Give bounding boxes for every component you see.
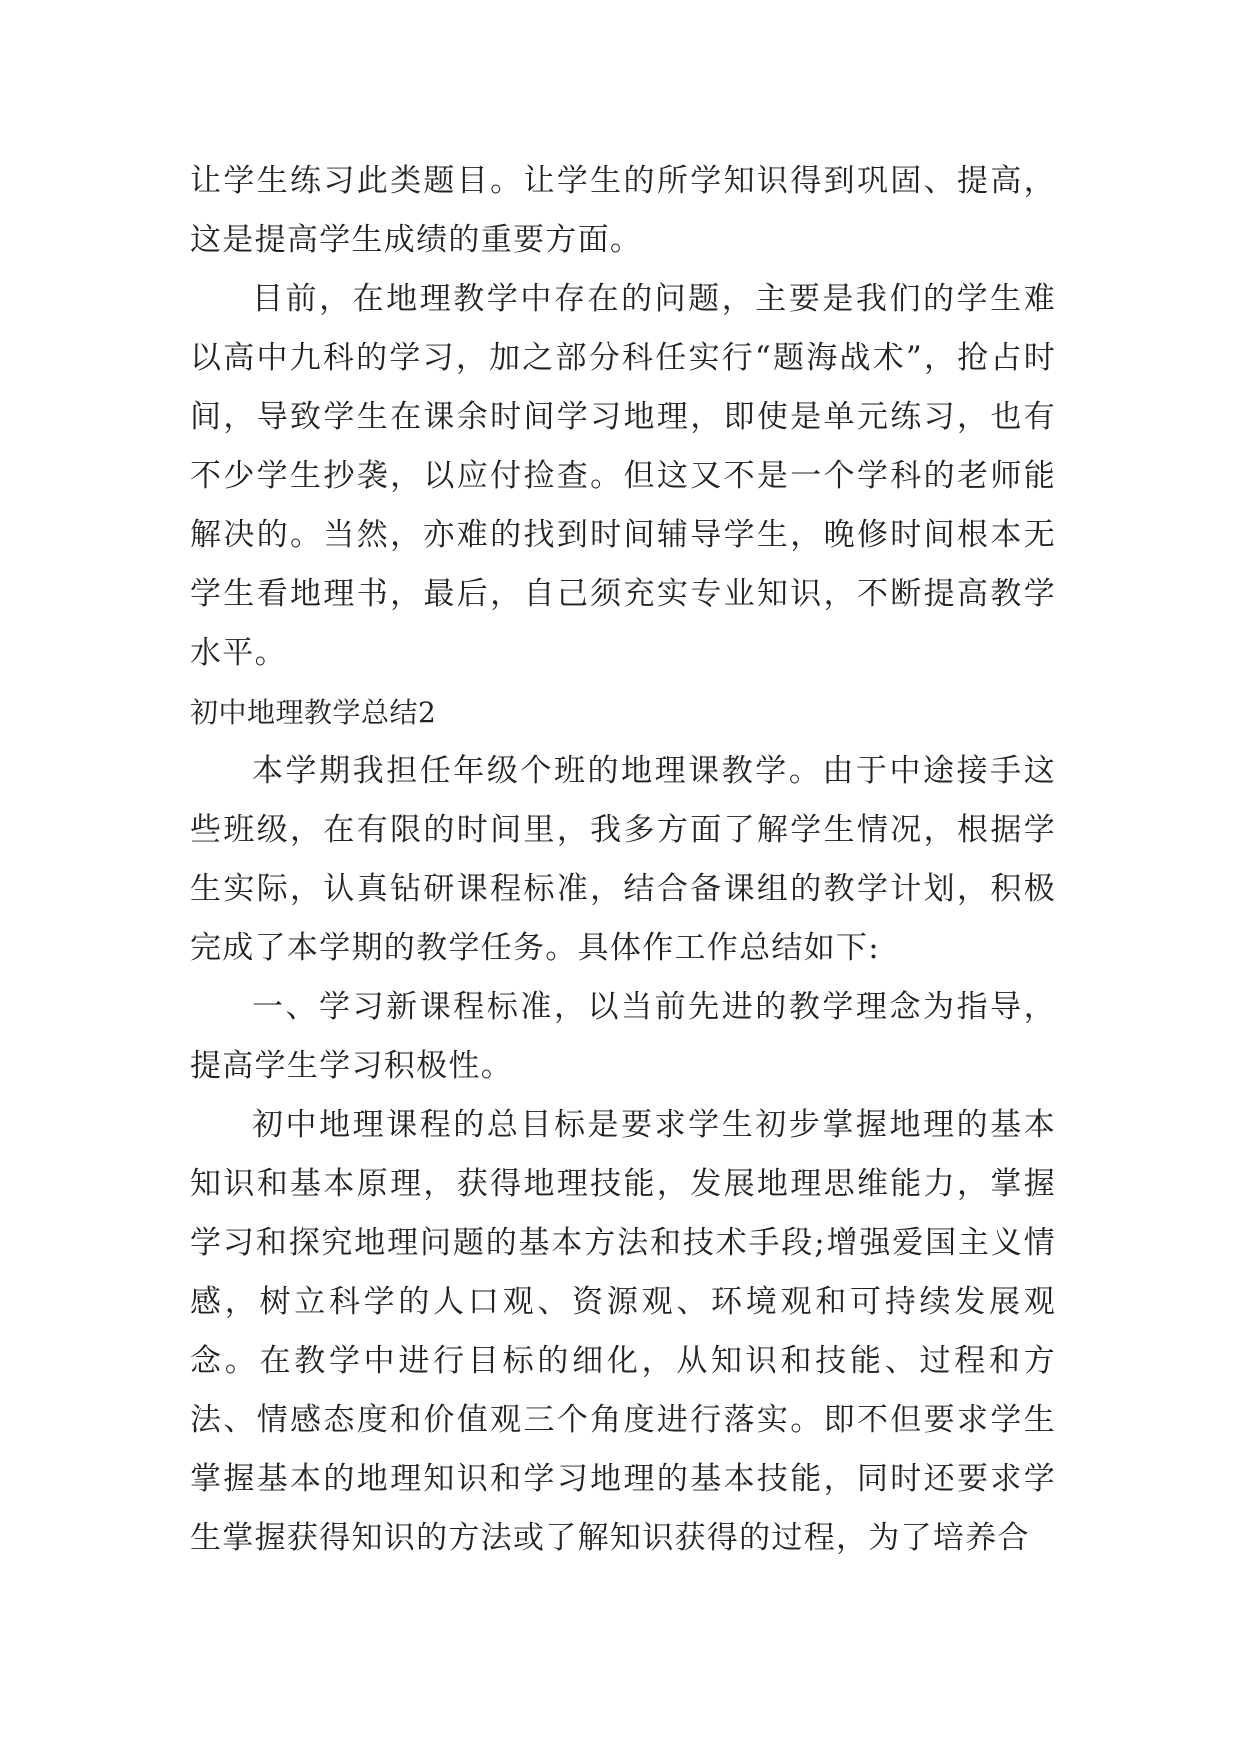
document-body bbox=[190, 152, 1056, 1568]
paragraph-point-one: 一、学习新课程标准，以当前先进的教学理念为指导，提高学生学习积极性。 bbox=[190, 989, 1056, 1084]
section-heading: 初中地理教学总结2 bbox=[190, 696, 437, 729]
paragraph-problems: 目前，在地理教学中存在的问题，主要是我们的学生难以高中九科的学习，加之部分科任实行“题海战术”，抢占时间，导致学生在课余时间学习地理，即使是单元练习，也有不少学生抄袭，以应付捡查。但这又不是一个学科的老师能解决的。当然，亦难的找到时间辅导学生，晚修时间根本无学生看地理书，最后，自己须充实专业知识，不断提高教学水平。 bbox=[190, 281, 1056, 671]
paragraph-curriculum-goals: 初中地理课程的总目标是要求学生初步掌握地理的基本知识和基本原理，获得地理技能，发展地理思维能力，掌握学习和探究地理问题的基本方法和技术手段;增强爱国主义情感，树立科学的人口观、资源观、环境观和可持续发展观念。在教学中进行目标的细化，从知识和技能、过程和方法、情感态度和价值观三个角度进行落实。即不但要求学生掌握基本的地理知识和学习地理的基本技能，同时还要求学生掌握获得知识的方法或了解知识获得的过程，为了培养合 bbox=[190, 1107, 1056, 1556]
paragraph-continuation: 让学生练习此类题目。让学生的所学知识得到巩固、提高，这是提高学生成绩的重要方面。 bbox=[190, 163, 1056, 258]
paragraph-semester-intro: 本学期我担任年级个班的地理课教学。由于中途接手这些班级，在有限的时间里，我多方面了解学生情况，根据学生实际，认真钻研课程标准，结合备课组的教学计划，积极完成了本学期的教学任务。具体作工作总结如下: bbox=[190, 753, 1056, 966]
